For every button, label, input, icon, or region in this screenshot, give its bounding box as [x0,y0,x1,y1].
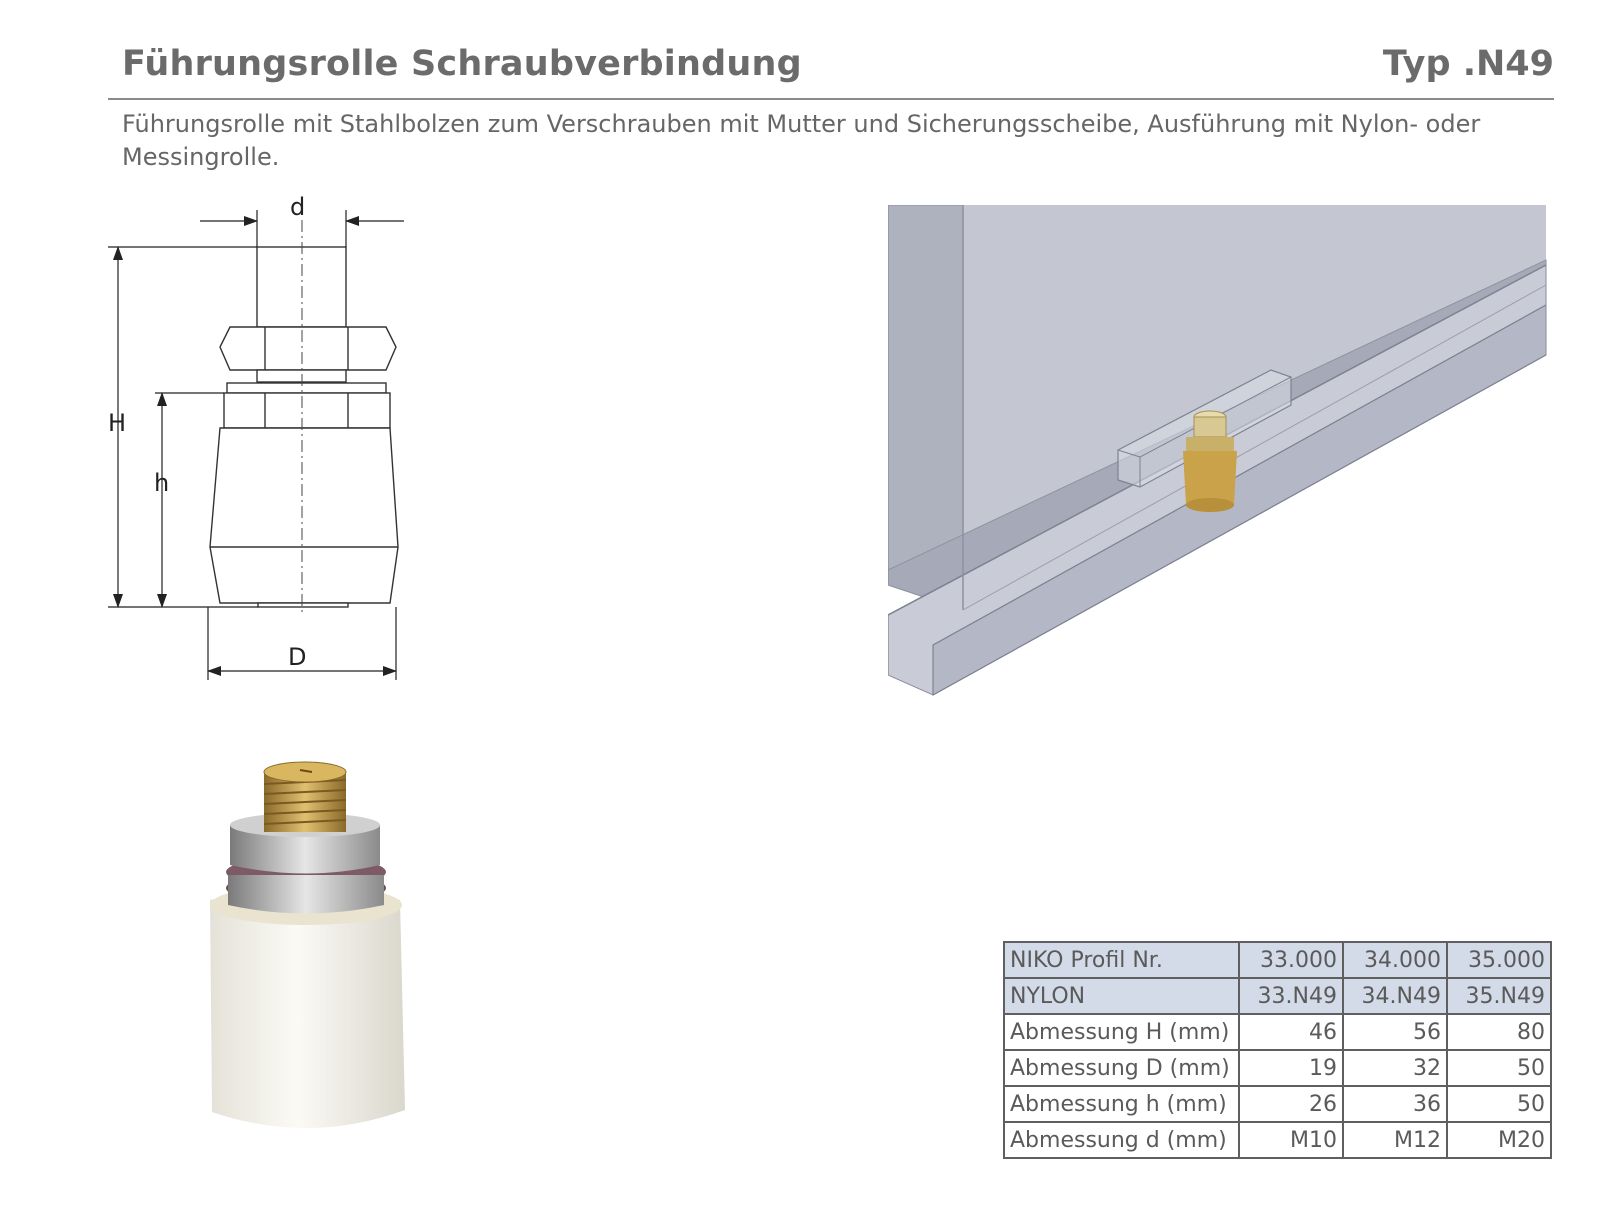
table-cell: 50 [1447,1050,1551,1086]
table-cell: 80 [1447,1014,1551,1050]
installation-render [888,205,1548,705]
table-cell-label: Abmessung D (mm) [1004,1050,1239,1086]
nut-shape [220,327,396,370]
table-cell: 46 [1239,1014,1343,1050]
hub-shape [224,393,390,428]
table-cell: 35.N49 [1447,978,1551,1014]
technical-drawing [100,195,420,705]
table-row [1004,1050,1551,1086]
table-cell: 34.000 [1343,942,1447,978]
product-description: Führungsrolle mit Stahlbolzen zum Verschrauben mit Mutter und Sicherungsscheibe, Ausführung mit Nylon- oder Messingrolle. [122,110,1481,171]
roller-shape [210,428,398,603]
table-cell: 50 [1447,1086,1551,1122]
table-row [1004,1122,1551,1158]
table-row [1004,1014,1551,1050]
table-cell: 26 [1239,1086,1343,1122]
product-photo [190,760,430,1170]
title-divider [108,98,1554,100]
table-cell-label: Abmessung H (mm) [1004,1014,1239,1050]
dim-label-h: h [154,469,170,497]
table-row [1004,1086,1551,1122]
table-cell-label: Abmessung h (mm) [1004,1086,1239,1122]
table-cell-label: Abmessung d (mm) [1004,1122,1239,1158]
table-cell: M10 [1239,1122,1343,1158]
page-title: Führungsrolle Schraubverbindung [122,44,802,84]
table-cell: 32 [1343,1050,1447,1086]
table-cell: 35.000 [1447,942,1551,978]
product-type: Typ .N49 [1382,44,1554,84]
table-cell: 19 [1239,1050,1343,1086]
table-cell: 56 [1343,1014,1447,1050]
table-cell: 34.N49 [1343,978,1447,1014]
dim-label-d: d [290,195,306,221]
table-cell-label: NYLON [1004,978,1239,1014]
nylon-roller [210,890,405,1128]
table-cell: 36 [1343,1086,1447,1122]
table-cell-label: NIKO Profil Nr. [1004,942,1239,978]
table-cell: M12 [1343,1122,1447,1158]
table-row [1004,942,1551,978]
spec-table [1003,941,1552,1159]
table-cell: 33.N49 [1239,978,1343,1014]
lock-washer-shape [227,383,386,393]
table-cell: 33.000 [1239,942,1343,978]
dim-label-D: D [288,643,307,671]
table-cell: M20 [1447,1122,1551,1158]
table-row [1004,978,1551,1014]
dim-label-H: H [108,409,127,437]
